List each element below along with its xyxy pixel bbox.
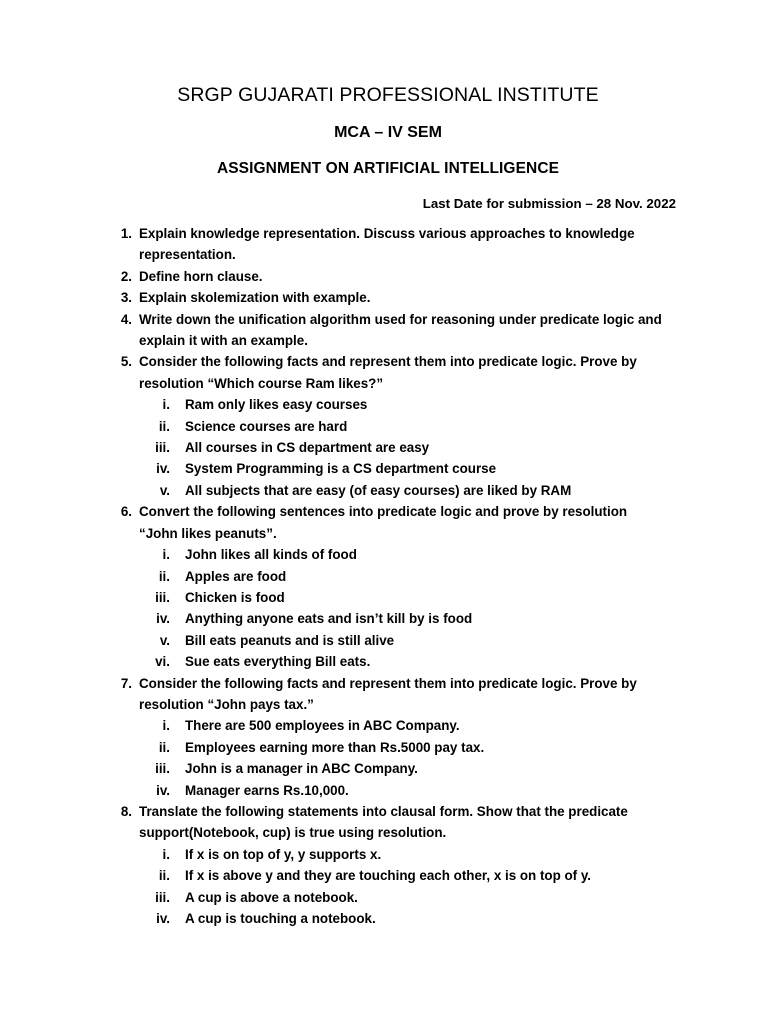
assignment-title: ASSIGNMENT ON ARTIFICIAL INTELLIGENCE (216, 160, 560, 177)
sub-question-number: i. (162, 718, 170, 734)
sub-question-number: iv. (156, 782, 170, 798)
sub-question-item: John is a manager in ABC Company. iii. (0, 758, 768, 779)
sub-question-list (0, 394, 768, 501)
sub-question-item: Chicken is food iii. (0, 587, 768, 608)
question-number: 4. (120, 311, 132, 327)
sub-question-item: If x is above y and they are touching each other, x is on top of y. ii. (0, 865, 768, 886)
question-number: 6. (120, 504, 132, 520)
question-item (0, 801, 768, 929)
sub-question-item: All subjects that are easy (of easy courses) are liked by RAM v. (0, 480, 768, 501)
sub-question-item: Apples are food ii. (0, 566, 768, 587)
sub-question-item: Science courses are hard ii. (0, 416, 768, 437)
sub-question-list (0, 844, 768, 930)
question-text: Define horn clause. 2. (0, 266, 768, 287)
question-number: 5. (120, 354, 132, 370)
sub-question-number: i. (162, 547, 170, 563)
sub-question-number: iv. (156, 911, 170, 926)
sub-question-number: v. (159, 632, 170, 648)
question-number: 8. (120, 803, 132, 819)
sub-question-item: All courses in CS department are easy iii. (0, 437, 768, 458)
sub-question-number: ii. (158, 418, 170, 434)
question-text: Explain skolemization with example. 3. (0, 287, 768, 308)
question-text: Convert the following sentences into predicate logic and prove by resolution “John likes peanuts”. 6. (0, 501, 768, 544)
question-number: 7. (120, 675, 132, 691)
sub-question-item: A cup is above a notebook. iii. (0, 887, 768, 908)
sub-question-number: i. (162, 397, 170, 413)
sub-question-number: ii. (158, 739, 170, 755)
sub-question-item: Sue eats everything Bill eats. vi. (0, 651, 768, 672)
sub-question-list (0, 544, 768, 672)
sub-question-item: Employees earning more than Rs.5000 pay tax. ii. (0, 737, 768, 758)
sub-question-number: iii. (155, 589, 170, 605)
sub-question-number: iv. (156, 611, 170, 627)
sub-question-number: vi. (155, 654, 170, 670)
question-item (0, 673, 768, 801)
question-list (0, 214, 768, 929)
sub-question-number: iv. (156, 461, 170, 477)
sub-question-item: If x is on top of y, y supports x. i. (0, 844, 768, 865)
question-item (0, 287, 768, 308)
program-semester: MCA – IV SEM (334, 124, 442, 141)
sub-question-number: iii. (155, 440, 170, 456)
question-text: Consider the following facts and represent them into predicate logic. Prove by resolution “John pays tax.” 7. (0, 673, 768, 716)
sub-question-number: ii. (158, 568, 170, 584)
question-text: Explain knowledge representation. Discuss various approaches to knowledge representation. 1. (0, 223, 768, 266)
sub-question-item: There are 500 employees in ABC Company. i. (0, 715, 768, 736)
question-number: 3. (120, 290, 132, 306)
sub-question-item: Ram only likes easy courses i. (0, 394, 768, 415)
sub-question-item: Bill eats peanuts and is still alive v. (0, 630, 768, 651)
question-item (0, 266, 768, 287)
question-number: 2. (120, 268, 132, 284)
sub-question-number: ii. (158, 868, 170, 884)
question-item (0, 223, 768, 266)
sub-question-number: iii. (155, 761, 170, 777)
sub-question-number: v. (159, 482, 170, 498)
document-header (0, 0, 768, 214)
institute-name: SRGP GUJARATI PROFESSIONAL INSTITUTE (177, 84, 599, 106)
question-number: 1. (120, 226, 132, 241)
sub-question-item: John likes all kinds of food i. (0, 544, 768, 565)
sub-question-item: System Programming is a CS department course iv. (0, 458, 768, 479)
sub-question-item: Anything anyone eats and isn’t kill by is food iv. (0, 608, 768, 629)
question-item (0, 351, 768, 501)
question-text: Consider the following facts and represent them into predicate logic. Prove by resolution “Which course Ram likes?” 5. (0, 351, 768, 394)
sub-question-list (0, 715, 768, 801)
submission-deadline: Last Date for submission – 28 Nov. 2022 (422, 196, 676, 211)
sub-question-number: iii. (155, 889, 170, 905)
question-text: Translate the following statements into clausal form. Show that the predicate support(Notebook, cup) is true using resolution. 8. (0, 801, 768, 844)
question-text: Write down the unification algorithm used for reasoning under predicate logic and explain it with an example. 4. (0, 309, 768, 352)
question-item (0, 309, 768, 352)
sub-question-item: Manager earns Rs.10,000. iv. (0, 780, 768, 801)
sub-question-item: A cup is touching a notebook. iv. (0, 908, 768, 929)
question-item (0, 501, 768, 672)
sub-question-number: i. (162, 846, 170, 862)
